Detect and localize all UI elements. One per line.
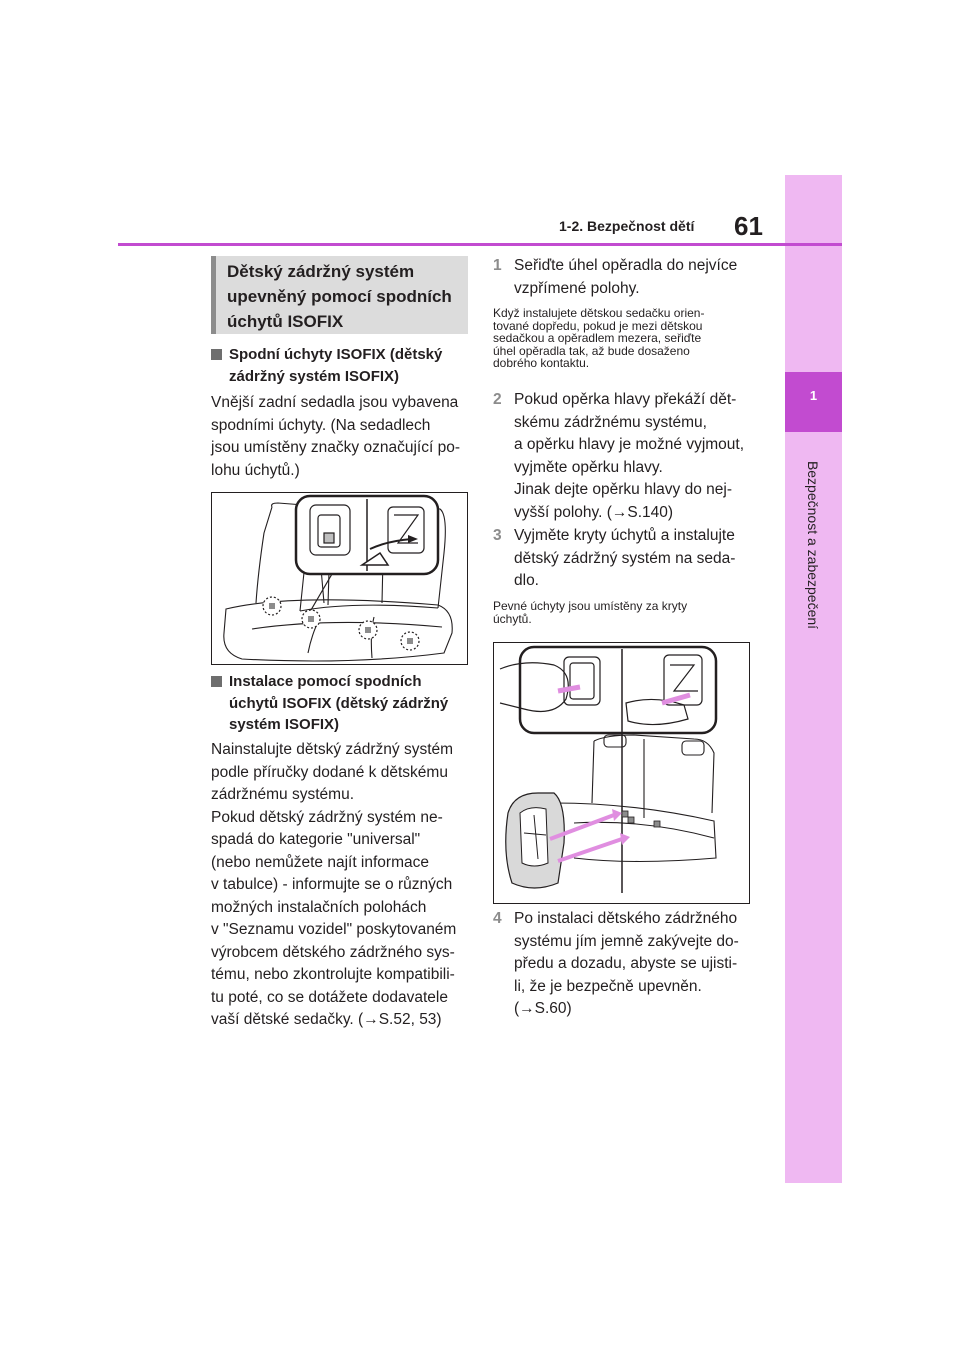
- square-bullet-icon: [211, 349, 222, 360]
- chapter-title: Bezpečnost a zabezpečení: [805, 460, 821, 630]
- step-1: 1 Seřiďte úhel opěradla do nejvíce vzpřímené polohy.: [493, 257, 738, 297]
- paragraph-installation: Nainstalujte dětský zádržný systém podle příručky dodané k dětskému zádržnému systému. Pokud dětský zádržný systém ne- spadá do kategorie "universal" (nebo nemůžete najít informace v tabulce) - informujte se o různých možných instalačních polohách v "Seznamu vozidel" poskytovaném výrobcem dětského zádržného sys- tému, nebo zkontrolujte kompatibili- tu poté, co se dotážete dodavatele vaší dětské sedačky. (→S.52, 53): [211, 741, 457, 1028]
- note-backrest-angle: Když instalujete dětskou sedačku orien- tované dopředu, pokud je mezi dětskou sedačkou a opěradlem mezera, seřiďte úhel opěradla tak, až bude dosaženo dobrého kontaktu.: [493, 306, 705, 370]
- section-title: 1-2. Bezpečnost dětí: [559, 218, 695, 234]
- child-seat-illustration: [494, 643, 749, 903]
- heading-line: úchytů ISOFIX: [227, 312, 344, 331]
- section-heading-box: [211, 256, 468, 334]
- step-number: 2: [493, 391, 502, 408]
- step-number: 4: [493, 910, 502, 927]
- heading-line: Dětský zádržný systém: [227, 262, 415, 281]
- subheading-isofix-anchors: Spodní úchyty ISOFIX (dětský zádržný systém ISOFIX): [211, 344, 442, 387]
- step-3: 3 Vyjměte kryty úchytů a instalujte dětský zádržný systém na seda- dlo.: [493, 527, 736, 589]
- chapter-number: 1: [809, 388, 818, 403]
- rear-seat-anchors-figure: [211, 492, 468, 665]
- subheading-installation: Instalace pomocí spodních úchytů ISOFIX (dětský zádržný systém ISOFIX): [211, 671, 448, 736]
- page-number: 61: [734, 211, 763, 241]
- step-number: 3: [493, 527, 502, 544]
- rear-seat-illustration: [212, 493, 467, 664]
- step-2: 2 Pokud opěrka hlavy překáží dět- skému zádržnému systému, a opěrku hlavy je možné vyjmout, vyjměte opěrku hlavy. Jinak dejte opěrku hlavy do nej- vyšší polohy. (→S.140): [493, 391, 745, 521]
- paragraph-anchors: Vnější zadní sedadla jsou vybavena spodními úchyty. (Na sedadlech jsou umístěny značky označující po- lohu úchytů.): [211, 394, 460, 479]
- chapter-side-strip: [785, 175, 842, 1183]
- square-bullet-icon: [211, 676, 222, 687]
- step-number: 1: [493, 257, 502, 274]
- child-seat-installation-figure: [493, 642, 750, 904]
- step-4: 4 Po instalaci dětského zádržného systému jím jemně zakývejte do- předu a dozadu, abyste se ujisti- li, že je bezpečně upevněn. (→S.60): [493, 910, 739, 1017]
- header-rule: [118, 243, 842, 246]
- heading-line: upevněný pomocí spodních: [227, 287, 452, 306]
- note-anchor-covers: Pevné úchyty jsou umístěny za kryty úchytů.: [493, 599, 688, 626]
